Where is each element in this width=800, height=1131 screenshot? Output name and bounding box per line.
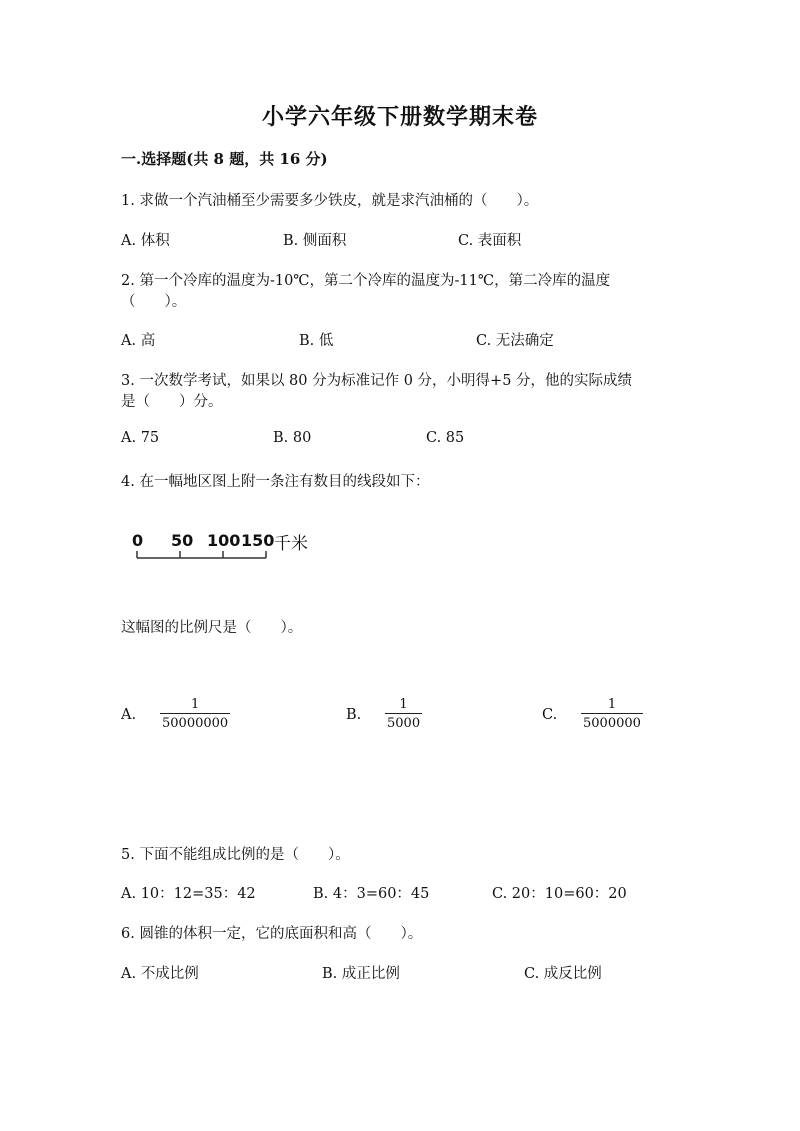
- fraction-denominator: 5000000: [581, 713, 643, 731]
- question-6-option-a: A. 不成比例: [121, 966, 199, 982]
- fraction-denominator: 5000: [385, 713, 422, 731]
- question-6-option-c: C. 成反比例: [524, 966, 602, 982]
- scale-label-0: 0: [132, 531, 144, 550]
- question-3-option-a: A. 75: [121, 430, 160, 446]
- page-title: 小学六年级下册数学期末卷: [261, 104, 538, 130]
- question-3-stem-line2: 是（ ）分。: [121, 394, 223, 410]
- question-1-option-a: A. 体积: [121, 233, 170, 249]
- question-5-option-a: A. 10：12=35：42: [121, 886, 256, 902]
- question-1-stem: 1. 求做一个汽油桶至少需要多少铁皮，就是求汽油桶的（ ）。: [121, 193, 539, 209]
- question-2-stem-line1: 2. 第一个冷库的温度为-10℃，第二个冷库的温度为-11℃，第二冷库的温度: [121, 273, 611, 289]
- fraction-numerator: 1: [399, 697, 408, 712]
- scale-label-150: 150: [241, 531, 275, 550]
- question-4-option-b-label: B.: [346, 707, 362, 723]
- scale-label-100: 100: [207, 531, 241, 550]
- fraction-numerator: 1: [190, 697, 200, 712]
- question-2-stem-line2: （ ）。: [121, 294, 187, 310]
- question-2-option-c: C. 无法确定: [476, 333, 554, 349]
- question-1-option-b: B. 侧面积: [283, 233, 347, 249]
- question-4-follow: 这幅图的比例尺是（ ）。: [121, 620, 303, 636]
- question-4-option-a-fraction: [160, 697, 230, 731]
- question-5-option-c: C. 20：10=60：20: [492, 886, 627, 902]
- question-4-option-a-label: A.: [121, 707, 137, 723]
- question-5-stem: 5. 下面不能组成比例的是（ ）。: [121, 847, 350, 863]
- question-4-option-c-label: C.: [542, 707, 558, 723]
- fraction-denominator: 50000000: [160, 713, 230, 731]
- question-6-option-b: B. 成正比例: [322, 966, 400, 982]
- section-heading: 一.选择题(共 8 题，共 16 分): [121, 150, 328, 168]
- question-3-stem-line1: 3. 一次数学考试，如果以 80 分为标准记作 0 分，小明得+5 分，他的实际成绩: [121, 373, 633, 389]
- scale-bar-line: [130, 548, 275, 564]
- question-2-option-b: B. 低: [299, 333, 334, 349]
- question-3-option-c: C. 85: [426, 430, 465, 446]
- question-4-option-c-fraction: [581, 697, 643, 731]
- question-5-option-b: B. 4：3=60：45: [313, 886, 430, 902]
- question-4-option-b-fraction: [385, 697, 422, 731]
- scale-unit: 千米: [274, 534, 308, 554]
- fraction-numerator: 1: [607, 697, 617, 712]
- question-1-option-c: C. 表面积: [458, 233, 522, 249]
- question-4-stem: 4. 在一幅地区图上附一条注有数目的线段如下：: [121, 474, 430, 490]
- question-3-option-b: B. 80: [273, 430, 312, 446]
- question-6-stem: 6. 圆锥的体积一定，它的底面积和高（ ）。: [121, 926, 423, 942]
- scale-label-50: 50: [171, 531, 194, 550]
- question-2-option-a: A. 高: [121, 333, 156, 349]
